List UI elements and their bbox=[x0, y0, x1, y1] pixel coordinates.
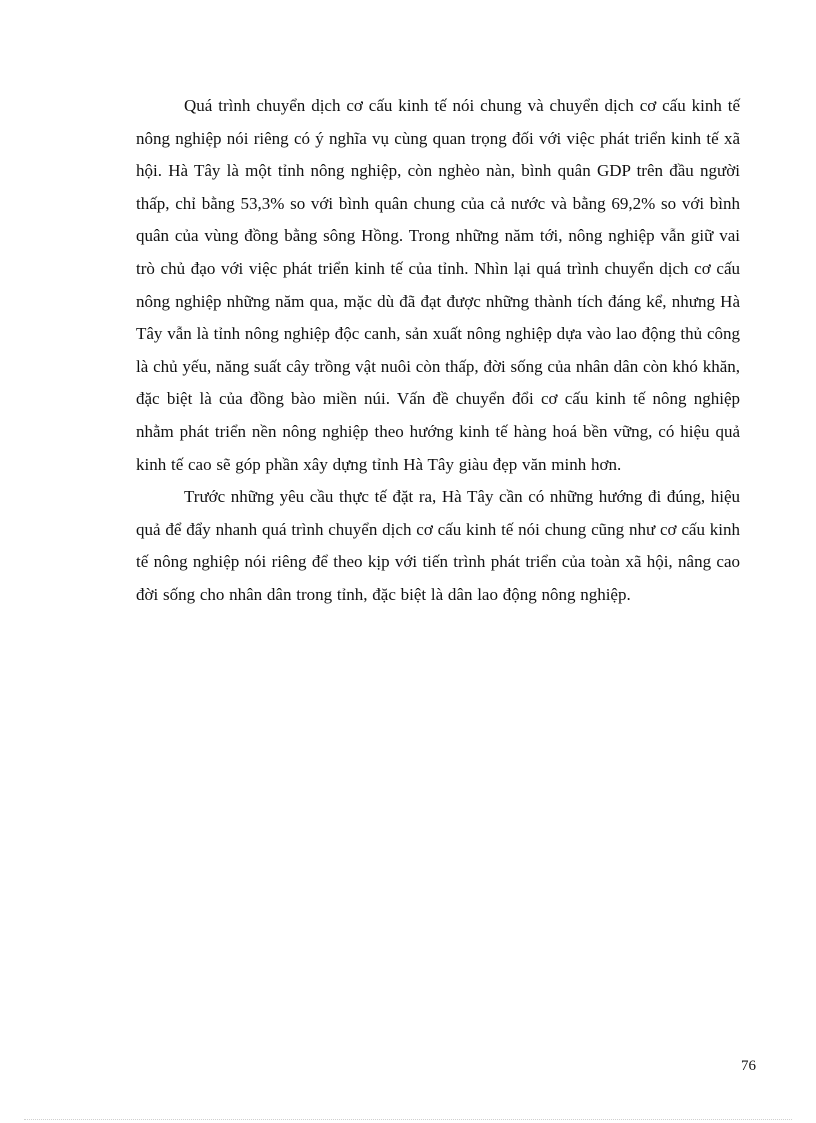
page-bottom-divider bbox=[24, 1119, 792, 1120]
paragraph-2: Trước những yêu cầu thực tế đặt ra, Hà Tây cần có những hướng đi đúng, hiệu quả để đẩy nhanh quá trình chuyển dịch cơ cấu kinh tế nói chung cũng như cơ cấu kinh tế nông nghiệp nói riêng để theo kịp với tiến trình phát triển của toàn xã hội, nâng cao đời sống cho nhân dân trong tỉnh, đặc biệt là dân lao động nông nghiệp. bbox=[136, 487, 740, 604]
paragraph-1: Quá trình chuyển dịch cơ cấu kinh tế nói chung và chuyển dịch cơ cấu kinh tế nông nghiệp nói riêng có ý nghĩa vụ cùng quan trọng đối với việc phát triển kinh tế xã hội. Hà Tây là một tỉnh nông nghiệp, còn nghèo nàn, bình quân GDP trên đầu người thấp, chỉ bằng 53,3% so với bình quân chung của cả nước và bằng 69,2% so với bình quân của vùng đồng bằng sông Hồng. Trong những năm tới, nông nghiệp vẫn giữ vai trò chủ đạo với việc phát triển kinh tế của tỉnh. Nhìn lại quá trình chuyển dịch cơ cấu nông nghiệp những năm qua, mặc dù đã đạt được những thành tích đáng kể, nhưng Hà Tây vẫn là tỉnh nông nghiệp độc canh, sản xuất nông nghiệp dựa vào lao động thủ công là chủ yếu, năng suất cây trồng vật nuôi còn thấp, đời sống của nhân dân còn khó khăn, đặc biệt là của đồng bào miền núi. Vấn đề chuyển đổi cơ cấu kinh tế nông nghiệp nhằm phát triển nền nông nghiệp theo hướng kinh tế hàng hoá bền vững, có hiệu quả kinh tế cao sẽ góp phần xây dựng tỉnh Hà Tây giàu đẹp văn minh hơn. bbox=[136, 96, 740, 474]
body-text bbox=[136, 90, 740, 612]
page-number: 76 bbox=[741, 1058, 756, 1074]
